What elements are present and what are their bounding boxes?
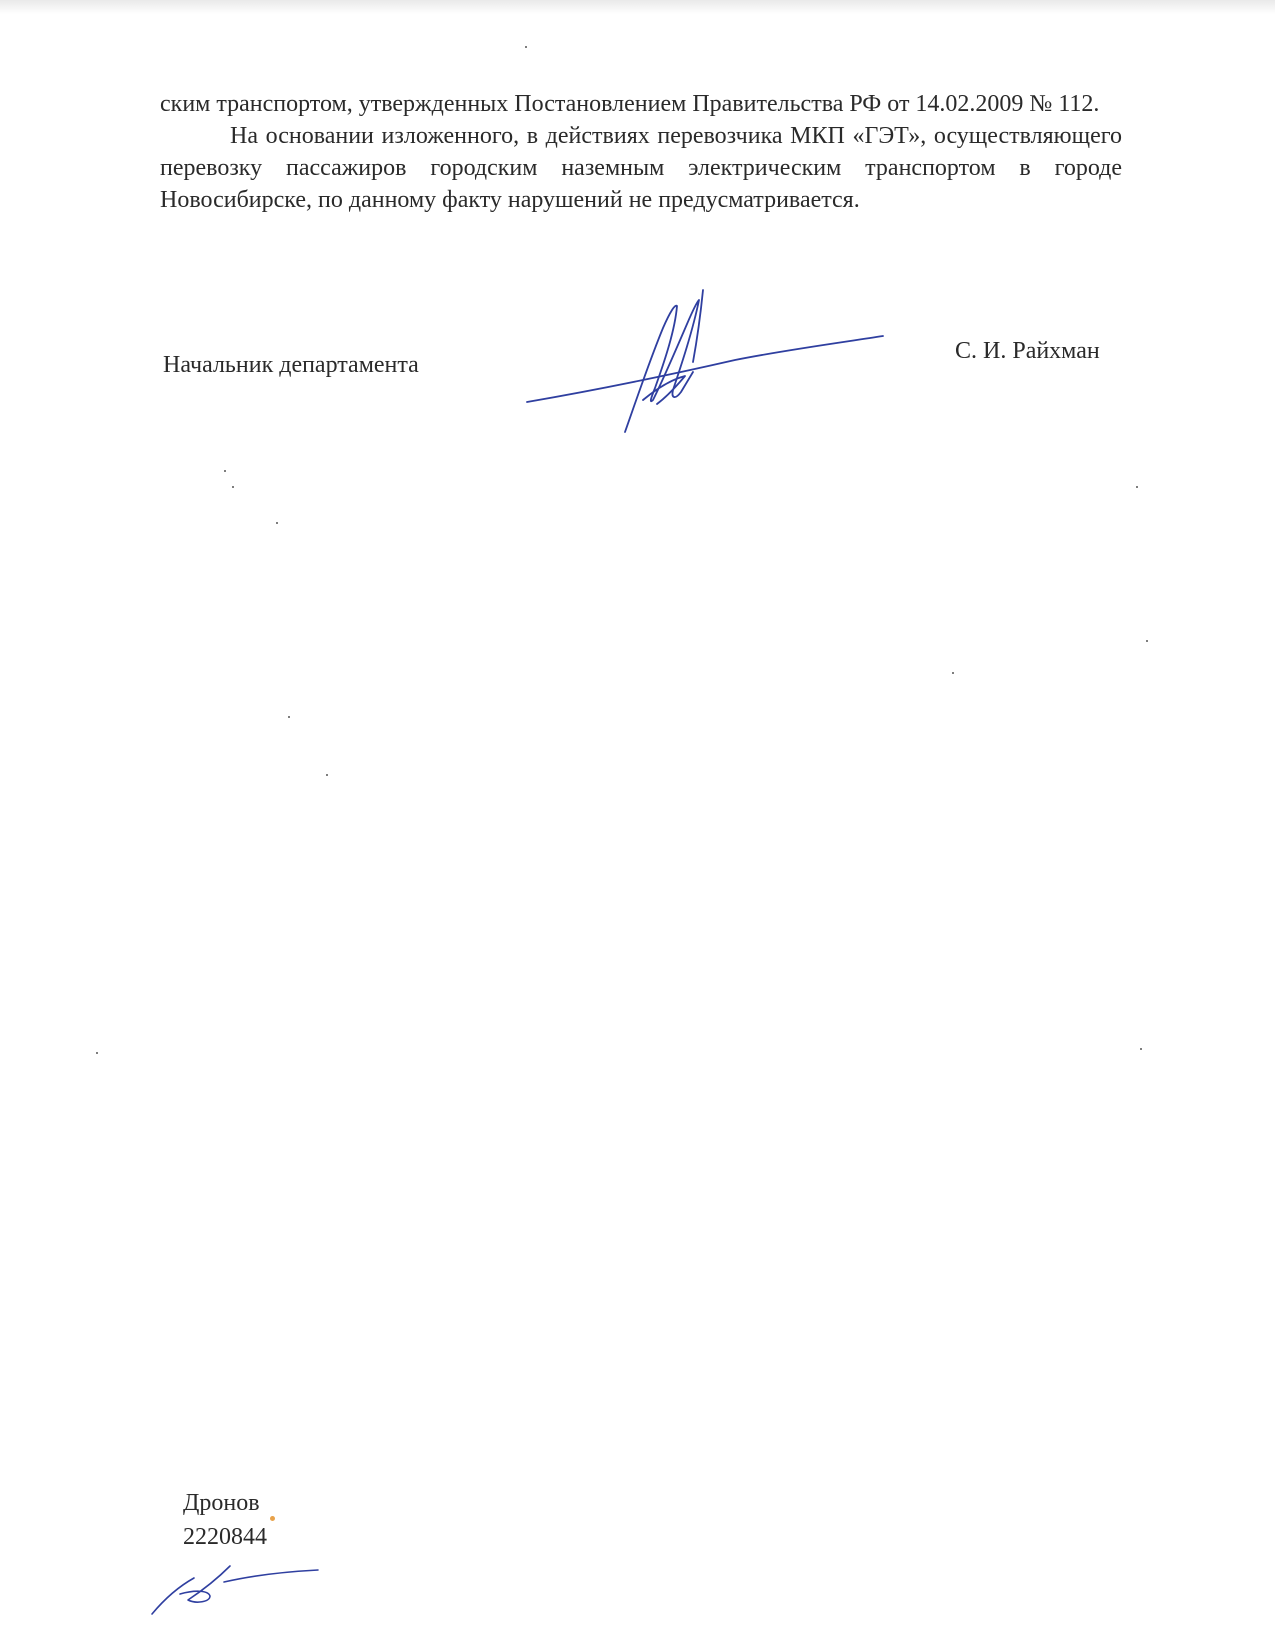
handwritten-initials	[150, 1546, 320, 1616]
scan-speck	[96, 1052, 98, 1054]
scan-speck	[326, 774, 328, 776]
scan-speck	[276, 522, 278, 524]
paragraph-continuation: ским транспортом, утвержденных Постановлением Правительства РФ от 14.02.2009 № 112.	[160, 91, 1100, 117]
letter-body	[160, 88, 1122, 216]
signatory-position: Начальник департамента	[163, 352, 419, 378]
executor-phone: 2220844	[183, 1524, 267, 1550]
scan-speck	[270, 1516, 275, 1521]
scan-speck	[1140, 1048, 1142, 1050]
scan-speck	[952, 672, 954, 674]
scan-speck	[1136, 486, 1138, 488]
scan-speck	[288, 716, 290, 718]
paragraph-conclusion: На основании изложенного, в действиях перевозчика МКП «ГЭТ», осуществляющего перевозку пассажиров городским наземным электрическим транспортом в городе Новосибирске, по данному факту нарушений не предусматривается.	[160, 123, 1122, 213]
scan-speck	[232, 486, 234, 488]
handwritten-signature	[525, 280, 885, 460]
executor-name: Дронов	[183, 1490, 260, 1516]
scan-speck	[224, 470, 226, 472]
scan-speck	[1146, 640, 1148, 642]
signatory-name: С. И. Райхман	[955, 338, 1100, 364]
scan-edge-shadow	[0, 0, 1275, 14]
scan-speck	[525, 46, 527, 48]
